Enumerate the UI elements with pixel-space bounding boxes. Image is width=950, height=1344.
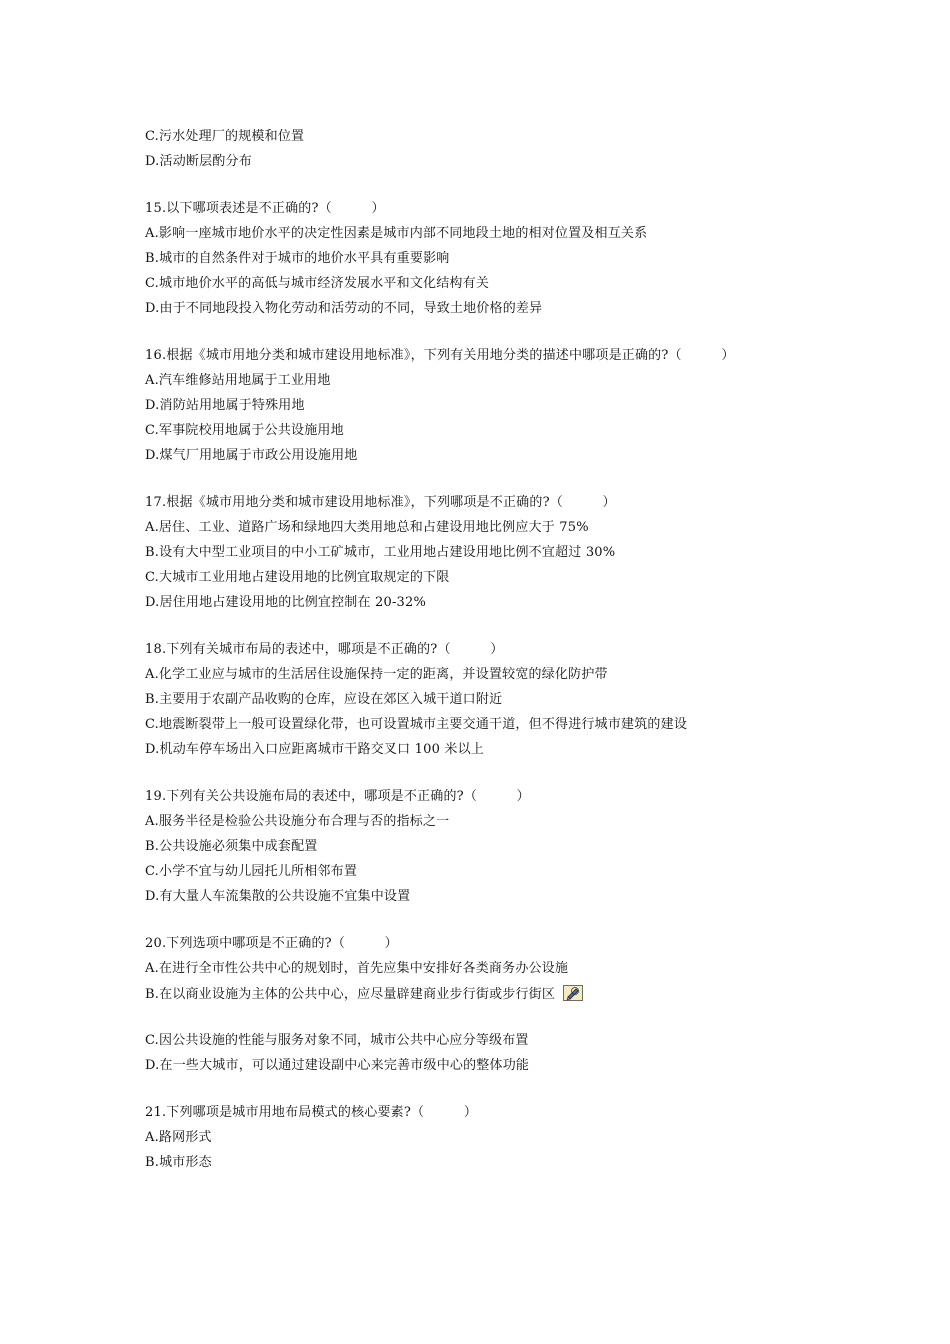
option-line: B.公共设施必须集中成套配置 [145, 839, 318, 854]
option-line: B.设有大中型工业项目的中小工矿城市，工业用地占建设用地比例不宜超过 30% [145, 545, 616, 560]
option-line: D.消防站用地属于特殊用地 [145, 398, 305, 413]
option-line: C.城市地价水平的高低与城市经济发展水平和文化结构有关 [145, 276, 490, 291]
option-line: A.汽车维修站用地属于工业用地 [145, 373, 331, 388]
question-stem: 17.根据《城市用地分类和城市建设用地标准》，下列哪项是不正确的?（ ） [145, 495, 616, 510]
question-stem: 19.下列有关公共设施布局的表述中，哪项是不正确的?（ ） [145, 789, 530, 804]
option-line: C.地震断裂带上一般可设置绿化带，也可设置城市主要交通干道，但不得进行城市建筑的建设 [145, 717, 688, 732]
option-line: C.大城市工业用地占建设用地的比例宜取规定的下限 [145, 570, 450, 585]
question-stem: 15.以下哪项表述是不正确的?（ ） [145, 201, 385, 216]
option-line: A.服务半径是检验公共设施分布合理与否的指标之一 [145, 814, 450, 829]
edit-pencil-icon[interactable] [563, 985, 583, 1001]
option-line: C.因公共设施的性能与服务对象不同，城市公共中心应分等级布置 [145, 1033, 529, 1048]
option-text: B.在以商业设施为主体的公共中心，应尽量辟建商业步行街或步行街区 [145, 987, 556, 1002]
question-stem: 18.下列有关城市布局的表述中，哪项是不正确的?（ ） [145, 642, 504, 657]
option-line: A.居住、工业、道路广场和绿地四大类用地总和占建设用地比例应大于 75% [145, 520, 589, 535]
option-line: D.由于不同地段投入物化劳动和活劳动的不同，导致土地价格的差异 [145, 301, 543, 316]
option-line: A.路网形式 [145, 1130, 212, 1145]
option-line: D.居住用地占建设用地的比例宜控制在 20-32% [145, 595, 427, 610]
option-line: D.活动断层酌分布 [145, 154, 252, 169]
question-stem: 21.下列哪项是城市用地布局模式的核心要素?（ ） [145, 1105, 478, 1120]
question-stem: 20.下列选项中哪项是不正确的?（ ） [145, 936, 398, 951]
option-line: A.在进行全市性公共中心的规划时，首先应集中安排好各类商务办公设施 [145, 961, 569, 976]
option-line: B.城市形态 [145, 1155, 212, 1170]
option-line: C.污水处理厂的规模和位置 [145, 129, 305, 144]
option-line: D.煤气厂用地属于市政公用设施用地 [145, 448, 358, 463]
option-line: A.影响一座城市地价水平的决定性因素是城市内部不同地段土地的相对位置及相互关系 [145, 226, 648, 241]
option-line: D.机动车停车场出入口应距离城市干路交叉口 100 米以上 [145, 742, 484, 757]
option-line: C.军事院校用地属于公共设施用地 [145, 423, 344, 438]
option-line: A.化学工业应与城市的生活居住设施保持一定的距离，并设置较宽的绿化防护带 [145, 667, 608, 682]
option-line: D.有大量人车流集散的公共设施不宜集中设置 [145, 889, 411, 904]
option-line: C.小学不宜与幼儿园托儿所相邻布置 [145, 864, 358, 879]
option-line: D.在一些大城市，可以通过建设副中心来完善市级中心的整体功能 [145, 1058, 530, 1073]
question-stem: 16.根据《城市用地分类和城市建设用地标准》，下列有关用地分类的描述中哪项是正确的?（ ） [145, 348, 735, 363]
option-line-with-icon [145, 985, 583, 1004]
option-line: B.主要用于农副产品收购的仓库，应设在郊区入城干道口附近 [145, 692, 503, 707]
option-line: B.城市的自然条件对于城市的地价水平具有重要影响 [145, 251, 450, 266]
